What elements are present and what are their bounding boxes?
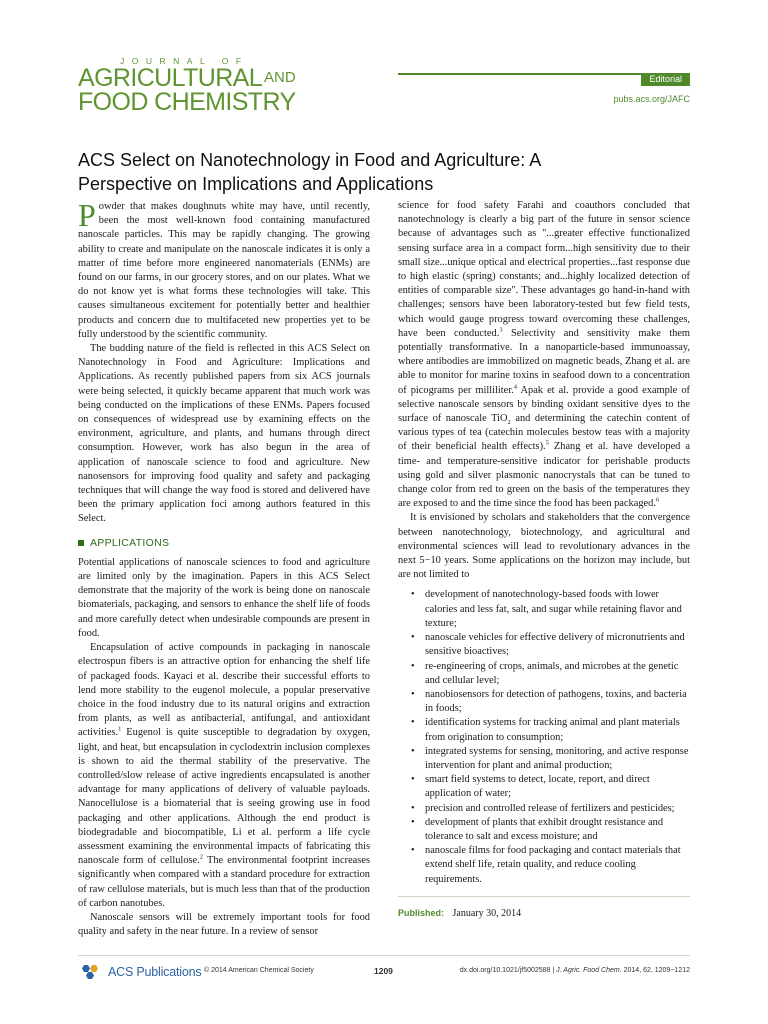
intro-paragraph-1-text: owder that makes doughnuts white may have, until recently, been the most well-known food containing manufactured nanoscale particles. This may be rapidly changing. The growing ability to create and manipulate on the nanoscale indicates it is only a matter of time before more engineered nanomaterials (ENMs) are found on our farms, in our grocery stores, and on our plates. What we do not know yet is what forms these technologies will take. This causes simultaneous excitement for potentially better and healthier products and concern due to multifaceted new properties yet to be fully understood by the scientific community.	[78, 201, 370, 340]
tio2-subscript: 2	[507, 419, 511, 427]
journal-title-line2: FOOD CHEMISTRY	[78, 88, 296, 116]
article-type-bar	[398, 73, 690, 86]
intro-paragraph-1	[78, 197, 370, 342]
applications-paragraph-2	[78, 641, 370, 911]
future-applications-list	[398, 588, 690, 886]
article-type-badge: Editorial	[641, 73, 690, 86]
reference-6[interactable]: 6	[655, 496, 660, 504]
paragraph-3-text-a: science for food safety Farahi and coauthors concluded that nanotechnology is clearly a big part of the future in sensor science because of advantages such as "...greater effective functionalized sensing surface area in a compact form...high sensitivity due to their small size...unique optical and electrical properties...fast response due to high elastic (spring) constants; and...highly localized detection of entities of comparable size". These advantages go hand-in-hand with challenges; sensors have been laboratory-tested but few field tests, which would gauge progress toward overcoming these challenges, have been conducted.	[398, 200, 690, 339]
journal-title-agricultural: AGRICULTURAL	[78, 64, 263, 92]
list-item: • smart field systems to detect, locate, report, and direct application of water;	[398, 773, 690, 801]
section-heading-applications	[78, 536, 370, 550]
reference-5[interactable]: 5	[545, 439, 549, 447]
list-item: • identification systems for tracking animal and plant materials from origination to consumption;	[398, 716, 690, 744]
applications-paragraph-2-text-b: Eugenol is quite susceptible to degradation by oxygen, light, and heat, but encapsulation in cyclodextrin inclusion complexes is shown to aid the thermal stability of the preservative. The controlled/slow release of active ingredients encapsulated is another advantage for many applications of delivery of valuable payloads. Nanocellulose is a biomaterial that is seeing growing use in food packaging and other applications. Although the end product is biodegradable and biocompatible, Li et al. perform a life cycle assessment examining the environmental impacts of fabricating this nanoscale form of cellulose.	[78, 727, 370, 867]
list-item: • precision and controlled release of fertilizers and pesticides;	[398, 802, 690, 816]
intro-paragraph-2: The budding nature of the field is reflected in this ACS Select on Nanotechnology in Food and Agriculture: Implications and Applications. As recently published papers from six ACS journals were being selected, it quickly became apparent that much work was being conducted on the implications of these ENMs. Papers focused on consequences of widespread use by examining effects on the environment, agriculture, and plants, and humans through direct consumption. However, work has also begun in the area of application of nanoscale science to food and agriculture. New nanosensors for improving food quality and safety and packaging techniques that will change the way food is stored and delivered have been the primary application foci among authors featured in this Select.	[78, 343, 370, 525]
page-footer	[78, 955, 690, 986]
left-column	[78, 197, 370, 939]
acs-publications-logo[interactable]	[78, 963, 201, 981]
list-item: • development of nanotechnology-based foods with lower calories and less fat, salt, and sugar while retaining flavor and texture;	[398, 588, 690, 631]
acs-hexagon-icon	[78, 963, 104, 981]
reference-3[interactable]: 3	[499, 326, 503, 334]
reference-2[interactable]: 2	[199, 853, 204, 861]
journal-url[interactable]: pubs.acs.org/JAFC	[613, 94, 690, 104]
citation	[460, 967, 690, 974]
reference-1[interactable]: 1	[118, 725, 122, 733]
acs-publications-wordmark: ACS Publications	[108, 965, 202, 979]
paragraph-3-text-d: and determining the catechin content of various types of tea (catechin molecules bestow teas with a majority of their beneficial health effects).	[398, 413, 690, 453]
list-item: • nanobiosensors for detection of pathogens, toxins, and bacteria in foods;	[398, 688, 690, 716]
published-label: Published:	[398, 907, 445, 918]
applications-paragraph-2-text-a: Encapsulation of active compounds in packaging in nanoscale electrospun fibers is an attractive option for enhancing the shelf life of packaged foods. Kayaci et al. describe their successful efforts to lend more stability to the eugenol molecule, a popular preservative choice in the food industry due to its natural origins and extraction from plants, as well as antibacterial, antifungal, and antioxidant activities.	[78, 642, 370, 739]
volume-pages: 2014, 62, 1209−1212	[623, 967, 690, 974]
paragraph-3-text-c: Apak et al. provide a good example of selective nanoscale sensors by binding oxidant sensitive dyes to the surface of nanoscale TiO	[398, 384, 690, 425]
published-date: January 30, 2014	[452, 907, 522, 919]
page-number: 1209	[374, 966, 393, 976]
paragraph-3-text-e: Zhang et al. have developed a time- and temperature-sensitive indicator for perishable products using gold and silver plasmonic nanocrystals that can be tuned to change color from red to green on the basis of the temperatures they are exposed to and the time since the food has been packaged.	[398, 441, 690, 510]
published-date-row	[398, 896, 690, 921]
applications-paragraph-4: It is envisioned by scholars and stakeholders that the convergence between nanotechnology, biotechnology, and agricultural and environmental sciences will lead to revolutionary advances in the next 5−10 years. Some applications on the horizon may include, but are not limited to	[398, 512, 690, 581]
article-title: ACS Select on Nanotechnology in Food and Agriculture: A Perspective on Implications and Applications	[78, 150, 541, 194]
journal-abbreviation: J. Agric. Food Chem.	[556, 967, 622, 974]
copyright-notice: © 2014 American Chemical Society	[204, 967, 314, 974]
list-item: • nanoscale vehicles for effective delivery of micronutrients and sensitive bioactives;	[398, 631, 690, 659]
applications-paragraph-3-start: Nanoscale sensors will be extremely important tools for food quality and safety in the near future. In a review of sensor	[78, 911, 370, 938]
applications-paragraph-2-text-c: The environmental footprint increases significantly when compared with a standard procedure for extraction of raw cellulose materials, but is much less than that of the production of carbon nanotubes.	[78, 855, 370, 909]
journal-title-and: AND	[264, 69, 296, 86]
section-heading-text: APPLICATIONS	[90, 536, 170, 549]
list-item: • integrated systems for sensing, monitoring, and active response intervention for plant and animal production;	[398, 745, 690, 773]
journal-kicker: JOURNAL OF	[120, 56, 249, 66]
list-item: • development of plants that exhibit drought resistance and tolerance to salt and excess moisture; and	[398, 816, 690, 844]
paragraph-3-text-b: Selectivity and sensitivity make them potentially transformative. In a nanoparticle-based immunoassay, where antibodies are immobilized on magnetic beads, Zhang et al. are able to monitor for marine toxins in seafood down to a concentration of picograms per milliliter.	[398, 327, 690, 396]
section-square-icon	[78, 540, 84, 546]
doi-link[interactable]: dx.doi.org/10.1021/jf5002588 |	[459, 967, 555, 974]
applications-paragraph-1: Potential applications of nanoscale sciences to food and agriculture are limited only by the imagination. Papers in this ACS Select demonstrate that the majority of the work is being done on nanoscale biomaterials, packaging, and sensors to enhance the shelf life of foods and more carefully detect when undesirable compounds are present in food.	[78, 556, 370, 639]
right-column	[398, 199, 690, 921]
list-item: • re-engineering of crops, animals, and microbes at the genetic and cellular level;	[398, 660, 690, 688]
journal-masthead	[78, 56, 296, 116]
journal-title-line1	[78, 64, 296, 92]
drop-cap: P	[78, 197, 96, 233]
reference-4[interactable]: 4	[513, 383, 518, 391]
list-item: • nanoscale films for food packaging and contact materials that extend shelf life, retain quality, and reduce cooling requirements.	[398, 844, 690, 887]
applications-paragraph-3-continued	[398, 199, 690, 511]
